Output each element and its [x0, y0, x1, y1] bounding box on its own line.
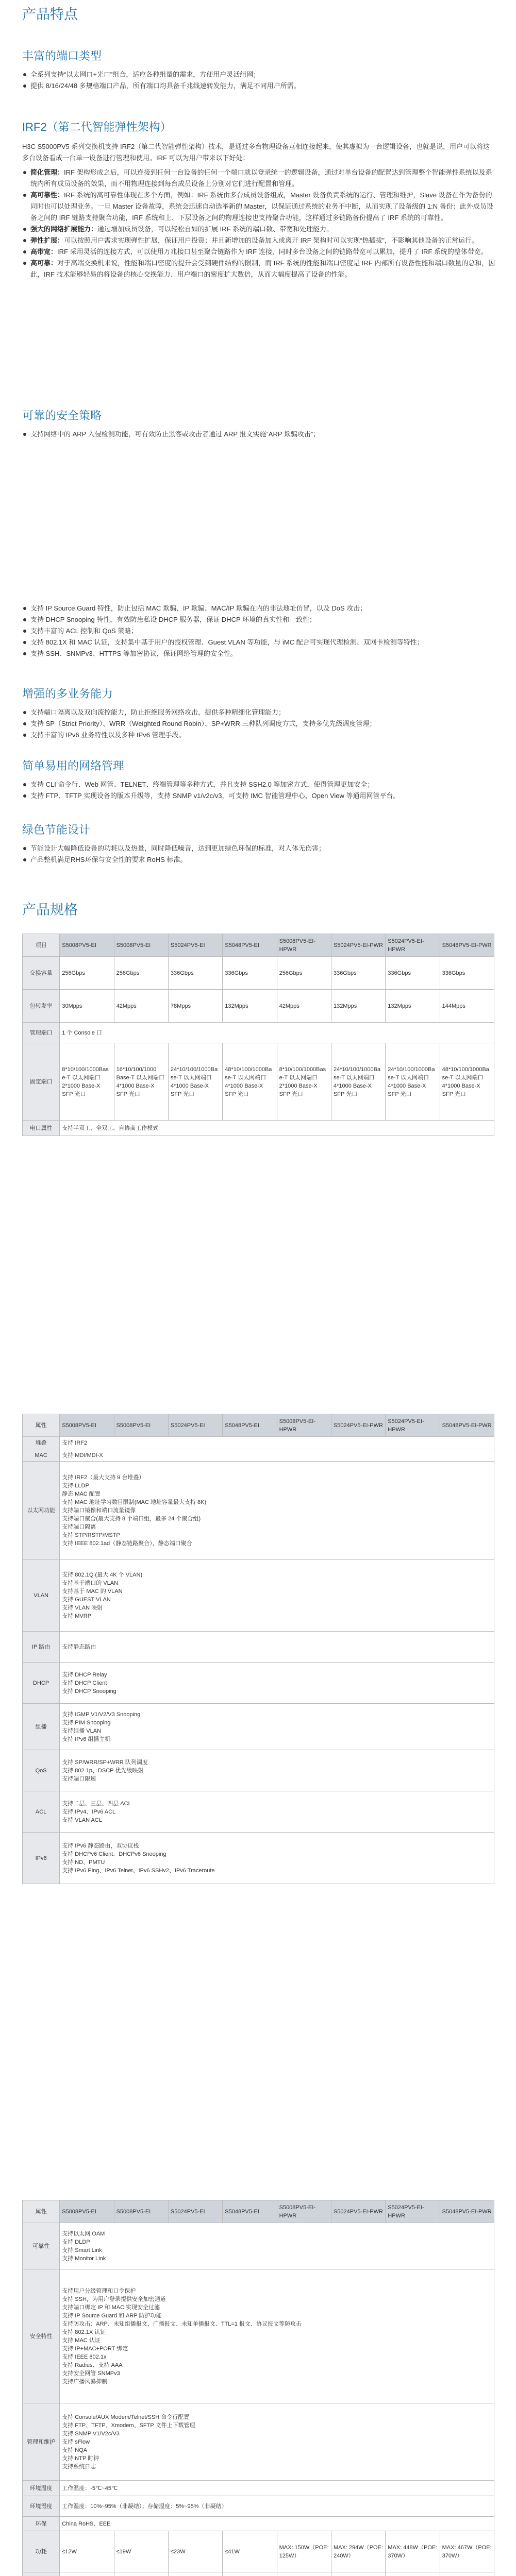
table-line: 支持组播 VLAN	[62, 1727, 102, 1734]
table-row	[23, 2517, 494, 2531]
bullet-item: 节能设计大幅降低设备的功耗以及热量，同时降低噪音，达到更加绿色环保的标准，对人体无伤害；	[22, 843, 496, 854]
table-cell: 336Gbps	[386, 957, 440, 990]
table-row	[23, 2223, 494, 2269]
table-cell: ≤23W	[168, 2531, 222, 2572]
table-line: 支持 IGMP V1/V2/V3 Snooping	[62, 1711, 141, 1718]
bullet-item: 支持 FTP、TFTP 实现设备的版本升级等，支持 SNMP v1/v2c/v3，可支持 IMC 智能管理中心、Open View 等通用网管平台。	[22, 790, 496, 802]
table-row	[23, 1560, 494, 1632]
model-header-cell: S5048PV5-EI-PWR	[440, 934, 494, 957]
table-row	[23, 2269, 494, 2403]
table-line: 支持用户分级管理和口令保护	[62, 2287, 136, 2294]
bullet-lead: 弹性扩展：	[30, 236, 64, 244]
table-line: 支持以太网 OAM	[62, 2230, 105, 2237]
table-cell: 42Mpps	[114, 990, 168, 1023]
table-line: 支持 IPv6 Ping、IPv6 Telnet、IPv6 SSHv2、IPv6 Traceroute	[62, 1867, 215, 1874]
table-lines-cell	[60, 1704, 494, 1750]
bullet-item: 全系列支持“以太网口+光口”组合，适应各种组量的需求，方便用户灵活组网；	[22, 69, 496, 80]
table-span-cell: 工作湿度：10%~95%（非凝结）；存储湿度：5%~95%（非凝结）	[60, 2496, 494, 2517]
row-label-cell: 固定端口	[23, 1043, 60, 1121]
model-header-cell: S5024PV5-EI-PWR	[331, 2200, 385, 2223]
model-header-cell: S5024PV5-EI-PWR	[331, 1414, 385, 1437]
table-row	[23, 1023, 494, 1043]
table-line: 支持 IP Source Guard 和 ARP 防护功能	[62, 2312, 162, 2319]
table-cell	[331, 2572, 385, 2576]
irf-intro: H3C S5000PV5 系列交换机支持 IRF2（第二代智能弹性架构）技术，是通过多台物理设备互相连接起来，使其虚拟为一台逻辑设备，也就是说，用户可以将这多台设备看成一台单一设备进行管理和使用。IRF 可以为用户带来以下好处：	[22, 143, 490, 162]
model-header-cell: S5008PV5-EI	[114, 2200, 168, 2223]
table-line: 支持 DHCP Client	[62, 1680, 107, 1686]
table-line: 支持 DLDP	[62, 2239, 90, 2245]
table-line: 支持 DHCP Snooping	[62, 1688, 116, 1694]
table-cell: 48*10/100/1000Base-T 以太网端口 4*1000 Base-X SFP 光口	[440, 1043, 494, 1121]
bullet-item	[22, 258, 496, 280]
table-line: 静态 MAC 配置	[62, 1490, 101, 1497]
table-span-cell: 工作温度：-5℃~45℃	[60, 2481, 494, 2496]
table-cell	[277, 2572, 331, 2576]
table-line: 支持 Monitor Link	[62, 2255, 106, 2262]
bullet-item	[22, 224, 496, 235]
table-lines-cell	[60, 1560, 494, 1632]
row-label-cell: 电口属性	[23, 1121, 60, 1136]
table-line: 支持 NTP 时钟	[62, 2455, 99, 2462]
model-header-cell: S5024PV5-EI	[168, 934, 222, 957]
table-row	[23, 2572, 494, 2576]
table-row	[23, 1833, 494, 1884]
table-lines-cell	[60, 2403, 494, 2481]
bullet-text: 通过增加成员设备，可以轻松自如的扩展 IRF 系统的端口数、带宽和处理能力。	[97, 225, 334, 233]
bullet-item: 产品整机满足RHS环保与安全性的要求 RoHS 标准。	[22, 854, 496, 866]
bullet-item	[22, 246, 496, 258]
bullet-item	[22, 190, 496, 224]
table-row	[23, 1704, 494, 1750]
mgmt-title: 简单易用的网络管理	[22, 759, 125, 772]
model-header-cell: S5048PV5-EI-PWR	[440, 2200, 494, 2223]
bullet-text: 对于高端交换机来说，性能和端口密度的提升会受到硬件结构的限制，而 IRF 系统的性能和端口密度是 IRF 内部所有设备性能和端口数量的总和，因此，IRF 技术能够轻易的将设备的核心交换能力、用户端口的密度扩大数倍，从而大幅度提高了设备的性能。	[30, 259, 495, 278]
bullet-item: 支持 SP（Strict Priority）、WRR（Weighted Round Robin）、SP+WRR 三种队列调度方式，支持多优先级调度管理；	[22, 718, 496, 730]
bullet-item: 支持 IP Source Guard 特性，防止包括 MAC 欺骗、IP 欺骗、MAC/IP 欺骗在内的非法地址仿冒，以及 DoS 攻击；	[22, 603, 496, 614]
row-label-cell: 环境湿度	[23, 2496, 60, 2517]
table-line: 支持基于 MAC 的 VLAN	[62, 1588, 123, 1595]
table-cell: MAX: 294W（POE: 240W）	[331, 2531, 385, 2572]
table-line: 支持端口绑定 IP 和 MAC 实现安全过滤	[62, 2304, 160, 2311]
table-line: 支持 802.1X 认证	[62, 2329, 106, 2335]
table-row	[23, 1437, 494, 1449]
table-lines-cell	[60, 1663, 494, 1704]
row-label-cell: ACL	[23, 1791, 60, 1833]
table-cell: 24*10/100/1000Base-T 以太网端口 4*1000 Base-X SFP 光口	[168, 1043, 222, 1121]
table-line: 支持 SP/WRR/SP+WRR 队列调度	[62, 1759, 148, 1766]
bullet-text: IRF 系统的高可靠性体现在多个方面，例如：IRF 系统由多台成员设备组成，Master 设备负责系统的运行、管理和维护，Slave 设备在作为备份的同时也可以处理业务。一旦 Master 设备故障，系统会迅速自动选举新的 Master，以保证通过系统的业务不中断，从而实现了设备级的 1:N 备份；此外成员设备之间的 IRF 链路支持聚合功能，IRF 系统和上、下层设备之间的物理连接也支持聚合功能，这样通过多链路备份提高了 IRF 系统的可靠性。	[30, 191, 493, 222]
table-row	[23, 1632, 494, 1663]
table-cell	[114, 2572, 168, 2576]
model-header-cell: S5024PV5-EI	[168, 2200, 222, 2223]
row-label-cell: 环保	[23, 2517, 60, 2531]
table-row	[23, 1750, 494, 1791]
bullet-item	[22, 235, 496, 246]
table-line: 支持端口限速	[62, 1775, 96, 1782]
model-header-cell: S5008PV5-EI-HPWR	[277, 2200, 331, 2223]
table-cell	[223, 2572, 277, 2576]
table-cell: ≤41W	[223, 2531, 277, 2572]
mgmt-bullets	[22, 779, 496, 802]
bullet-item: 支持丰富的 ACL 控制和 QoS 策略；	[22, 625, 496, 637]
table-row	[23, 1791, 494, 1833]
table-line: 支持 MAC 地址学习数目限制(MAC 地址容量最大支持 8K)	[62, 1499, 207, 1505]
table-row	[23, 2481, 494, 2496]
table-cell: ≤12W	[60, 2531, 114, 2572]
irf-bullets	[22, 167, 496, 280]
table-lines-cell	[60, 1833, 494, 1884]
table-lines-cell	[60, 1632, 494, 1663]
table-line: 支持 VLAN 映射	[62, 1604, 103, 1611]
table-row	[23, 2403, 494, 2481]
model-header-cell: S5048PV5-EI	[223, 2200, 277, 2223]
row-label-cell: MAC	[23, 1449, 60, 1462]
model-header-cell: S5024PV5-EI-HPWR	[386, 1414, 440, 1437]
green-bullets	[22, 843, 496, 866]
table-cell: 78Mpps	[168, 990, 222, 1023]
security-bullets-a	[22, 429, 496, 440]
table-line: 支持防攻击：ARP、未知组播报文、广播报文、未知单播报文、TTL=1 报文、协议报文等防攻击	[62, 2320, 302, 2327]
bullet-lead: 高带宽：	[30, 248, 58, 256]
table-line: 支持端口镜像和端口流量镜像	[62, 1507, 136, 1514]
bullet-lead: 高可靠性：	[30, 191, 64, 199]
row-label-cell: IP 路由	[23, 1632, 60, 1663]
bullet-item: 支持 SSH、SNMPv3、HTTPS 等加密协议，保证网络管理的安全性。	[22, 648, 496, 659]
table-header-row	[23, 934, 494, 957]
table-line: 支持端口隔离	[62, 1523, 96, 1530]
bullet-text: IRF 架构形成之后，可以连接到任何一台设备的任何一个端口就以登录统一的逻辑设备，通过对单台设备的配置达到管理整个智能弹性系统以及系统内所有成员设备的效果，而不用物理连接到每台成员设备上分别对它们进行配置和管理。	[30, 168, 492, 188]
table-line: 支持 ND、PMTU	[62, 1859, 105, 1866]
table-header-row	[23, 1414, 494, 1437]
table-row	[23, 1449, 494, 1462]
table-line: 支持 IPv4、IPv6 ACL	[62, 1808, 116, 1815]
table-span-cell: 支持半双工、全双工、自协商工作模式	[60, 1121, 494, 1136]
green-title: 绿色节能设计	[22, 823, 91, 836]
bullet-text: IRF 采用灵活的连接方式，可以使用万兆接口甚至聚合链路作为 IRF 连接，同时多台设备之间的链路带宽可以累加，提升了 IRF 系统的整体带宽。	[57, 248, 488, 256]
table-lines-cell	[60, 1449, 494, 1462]
irf-title: IRF2（第二代智能弹性架构）	[22, 121, 172, 133]
table-cell: 256Gbps	[60, 957, 114, 990]
model-header-cell: S5048PV5-EI	[223, 1414, 277, 1437]
spec-title: 产品规格	[22, 902, 78, 918]
security-title: 可靠的安全策略	[22, 409, 102, 422]
table-lines-cell	[60, 2223, 494, 2269]
table-line: 支持 IPv6 组播主机	[62, 1736, 111, 1742]
table-line: 支持 802.1Q (最大 4K 个 VLAN)	[62, 1571, 143, 1578]
table-header-row	[23, 2200, 494, 2223]
table-line: 支持 IEEE 802.1ad（静态链路聚合），静态端口聚合	[62, 1540, 192, 1547]
table-row	[23, 2531, 494, 2572]
row-label-cell: 交换容量	[23, 957, 60, 990]
table-line: 支持广播风暴抑制	[62, 2378, 108, 2385]
row-label-cell: 组播	[23, 1704, 60, 1750]
table-cell: 132Mpps	[331, 990, 385, 1023]
model-header-cell: S5048PV5-EI	[223, 934, 277, 957]
table-line: 支持二层、三层、四层 ACL	[62, 1800, 131, 1807]
table-row	[23, 1663, 494, 1704]
bullet-item: 提供 8/16/24/48 多规格端口产品，所有端口均具备千兆线速转发能力，满足不同用户所需。	[22, 80, 496, 92]
table-cell: MAX: 150W（POE: 125W）	[277, 2531, 331, 2572]
table-cell: 42Mpps	[277, 990, 331, 1023]
row-label-cell: 安全特性	[23, 2269, 60, 2403]
service-bullets	[22, 707, 496, 741]
table-lines-cell	[60, 1750, 494, 1791]
model-header-cell: S5008PV5-EI-HPWR	[277, 1414, 331, 1437]
header-label-cell: 项目	[23, 934, 60, 957]
table-line: 支持 NQA	[62, 2447, 88, 2453]
spec-table-3	[22, 2200, 494, 2576]
table-line: 支持静态路由	[62, 1643, 96, 1650]
table-line: 支持 IPv6 静态路由，双协议栈	[62, 1842, 139, 1849]
table-line: 支持 Radius、支持 AAA	[62, 2362, 123, 2368]
table-row	[23, 990, 494, 1023]
ports-bullets	[22, 69, 496, 92]
row-label-cell: 环境温度	[23, 2481, 60, 2496]
table-lines-cell	[60, 2269, 494, 2403]
table-row	[23, 957, 494, 990]
model-header-cell: S5024PV5-EI-HPWR	[386, 934, 440, 957]
service-title: 增强的多业务能力	[22, 687, 113, 700]
row-label-cell: 以太网功能	[23, 1462, 60, 1560]
table-cell: 144Mpps	[440, 990, 494, 1023]
bullet-item: 支持端口隔离以及双向流控能力，防止拒绝服务网络攻击，提供多种精细化管理能力；	[22, 707, 496, 718]
row-label-cell: IPv6	[23, 1833, 60, 1884]
table-row	[23, 1462, 494, 1560]
table-cell: 336Gbps	[168, 957, 222, 990]
model-header-cell: S5008PV5-EI-HPWR	[277, 934, 331, 957]
model-header-cell: S5008PV5-EI	[60, 1414, 114, 1437]
row-label-cell: 管理和维护	[23, 2403, 60, 2481]
table-line: 支持 Smart Link	[62, 2247, 102, 2253]
table-cell: 336Gbps	[440, 957, 494, 990]
table-line: 支持 Console/AUX Modem/Telnet/SSH 命令行配置	[62, 2414, 190, 2420]
table-line: 支持 VLAN ACL	[62, 1817, 102, 1823]
bullet-text: 可以按照用户需求实现弹性扩展，保证用户投资；并且新增加的设备加入或离开 IRF 架构时可以实现“热插拔”，不影响其他设备的正常运行。	[64, 236, 478, 244]
table-cell: 132Mpps	[223, 990, 277, 1023]
row-label-cell: 功耗	[23, 2531, 60, 2572]
table-line: 支持 SNMP V1/V2c/V3	[62, 2430, 120, 2437]
table-cell: 256Gbps	[114, 957, 168, 990]
table-cell: 336Gbps	[223, 957, 277, 990]
table-row	[23, 1043, 494, 1121]
table-cell: 16*10/100/1000 Base-T 以太网端口 4*1000 Base-X SFP 光口	[114, 1043, 168, 1121]
table-line: 支持 MAC 认证	[62, 2337, 101, 2344]
features-title: 产品特点	[22, 7, 78, 22]
table-cell: 24*10/100/1000Base-T 以太网端口 4*1000 Base-X SFP 光口	[331, 1043, 385, 1121]
bullet-item: 支持丰富的 IPv6 业务特性以及多种 IPv6 管理手段。	[22, 730, 496, 741]
table-cell: 132Mpps	[386, 990, 440, 1023]
table-line: 支持系统日志	[62, 2463, 96, 2470]
table-lines-cell	[60, 1462, 494, 1560]
table-cell: ≤19W	[114, 2531, 168, 2572]
table-line: 支持 IRF2	[62, 1439, 88, 1446]
model-header-cell: S5008PV5-EI	[60, 934, 114, 957]
header-label-cell: 属性	[23, 1414, 60, 1437]
model-header-cell: S5008PV5-EI	[114, 1414, 168, 1437]
row-label-cell	[23, 2572, 60, 2576]
table-line: 支持 GUEST VLAN	[62, 1596, 111, 1603]
row-label-cell: QoS	[23, 1750, 60, 1791]
table-cell: 336Gbps	[331, 957, 385, 990]
table-line: 支持 STP/RSTP/MSTP	[62, 1532, 120, 1538]
row-label-cell: DHCP	[23, 1663, 60, 1704]
table-line: 支持 sFlow	[62, 2438, 90, 2445]
bullet-item: 支持网络中的 ARP 入侵检测功能，可有效防止黑客或攻击者通过 ARP 报文实施“ARP 欺骗攻击”；	[22, 429, 496, 440]
table-cell: MAX: 467W（POE: 370W）	[440, 2531, 494, 2572]
spec-table-2	[22, 1414, 494, 1884]
table-line: 支持安全网管 SNMPv3	[62, 2370, 120, 2377]
table-line: 支持 IP+MAC+PORT 绑定	[62, 2345, 128, 2352]
table-cell: 8*10/100/1000Base-T 以太网端口 2*1000 Base-X SFP 光口	[60, 1043, 114, 1121]
table-row	[23, 2496, 494, 2517]
table-cell	[168, 2572, 222, 2576]
table-line: 支持 LLDP	[62, 1482, 89, 1489]
model-header-cell: S5024PV5-EI-PWR	[331, 934, 385, 957]
table-cell: 30Mpps	[60, 990, 114, 1023]
table-lines-cell	[60, 1791, 494, 1833]
row-label-cell: VLAN	[23, 1560, 60, 1632]
table-span-cell: 1 个 Console 口	[60, 1023, 494, 1043]
bullet-lead: 强大的网络扩展能力：	[30, 225, 98, 233]
model-header-cell: S5024PV5-EI	[168, 1414, 222, 1437]
table-line: 支持 IRF2（最大支持 9 台堆叠）	[62, 1474, 145, 1481]
table-line: 支持 MVRP	[62, 1613, 92, 1619]
model-header-cell: S5048PV5-EI-PWR	[440, 1414, 494, 1437]
table-line: 支持 PIM Snooping	[62, 1719, 111, 1726]
table-cell: MAX: 448W（POE: 370W）	[386, 2531, 440, 2572]
model-header-cell: S5008PV5-EI	[60, 2200, 114, 2223]
table-line: 支持 MDI/MDI-X	[62, 1452, 103, 1459]
table-cell	[440, 2572, 494, 2576]
table-cell	[60, 2572, 114, 2576]
table-lines-cell	[60, 1437, 494, 1449]
table-line: 支持端口聚合(最大支持 8 个端口组，最多 24 个聚合组)	[62, 1515, 201, 1522]
table-row	[23, 1121, 494, 1136]
table-line: 支持 DHCP Relay	[62, 1671, 107, 1678]
model-header-cell: S5024PV5-EI-HPWR	[386, 2200, 440, 2223]
table-line: 支持 FTP、TFTP、Xmodem、SFTP 文件上下载管理	[62, 2422, 195, 2429]
spec-table-1	[22, 934, 494, 1136]
bullet-item: 支持 802.1X 和 MAC 认证，支持集中基于用户的授权管理、Guest VLAN 等功能，与 iMC 配合可实现代理检测、双网卡检测等特性；	[22, 637, 496, 648]
table-line: 支持 IEEE 802.1x	[62, 2353, 107, 2360]
table-cell	[386, 2572, 440, 2576]
table-cell: 48*10/100/1000Base-T 以太网端口 4*1000 Base-X SFP 光口	[223, 1043, 277, 1121]
table-cell: 24*10/100/1000Base-T 以太网端口 4*1000 Base-X SFP 光口	[386, 1043, 440, 1121]
table-line: 支持 SSH，为用户登录提供安全加密通道	[62, 2296, 166, 2302]
table-line: 支持 802.1p、DSCP 优先级映射	[62, 1767, 144, 1774]
table-line: 支持基于端口的 VLAN	[62, 1580, 119, 1586]
bullet-lead: 高可靠：	[30, 259, 58, 267]
bullet-item: 支持 DHCP Snooping 特性，有效防患私设 DHCP 服务器，保证 DHCP 环境的真实性和一致性；	[22, 614, 496, 625]
table-cell: 256Gbps	[277, 957, 331, 990]
row-label-cell: 堆叠	[23, 1437, 60, 1449]
row-label-cell: 管理端口	[23, 1023, 60, 1043]
table-cell: 8*10/100/1000Base-T 以太网端口 2*1000 Base-X SFP 光口	[277, 1043, 331, 1121]
row-label-cell: 可靠性	[23, 2223, 60, 2269]
ports-title: 丰富的端口类型	[22, 49, 102, 62]
bullet-lead: 简化管理：	[30, 168, 64, 176]
header-label-cell: 属性	[23, 2200, 60, 2223]
bullet-item: 支持 CLI 命令行、Web 网管、TELNET、终端管理等多种方式，并且支持 SSH2.0 等加密方式，使得管理更加安全；	[22, 779, 496, 790]
row-label-cell: 包转发率	[23, 990, 60, 1023]
table-span-cell: China RoHS、EEE	[60, 2517, 494, 2531]
table-line: 支持 DHCPv6 Client、DHCPv6 Snooping	[62, 1851, 167, 1857]
security-bullets-b	[22, 603, 496, 659]
model-header-cell: S5008PV5-EI	[114, 934, 168, 957]
bullet-item	[22, 167, 496, 190]
